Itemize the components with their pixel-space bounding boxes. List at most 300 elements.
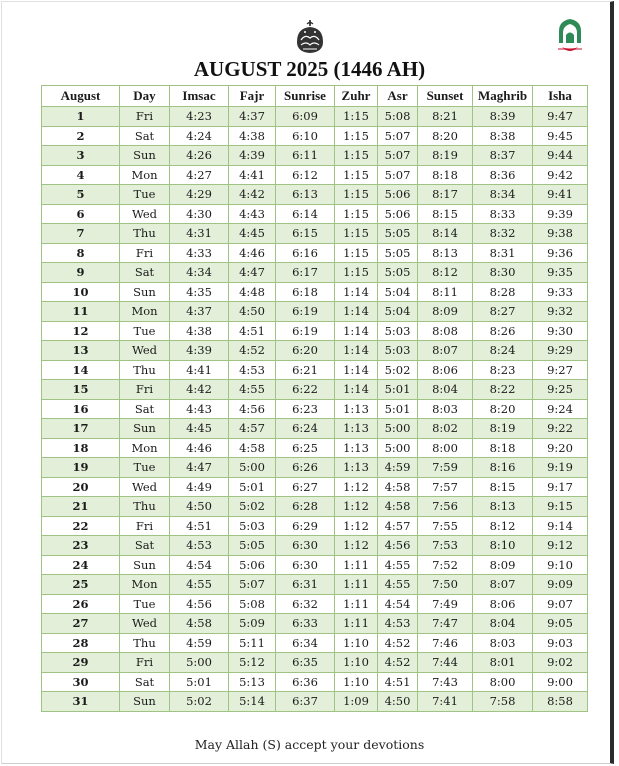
cell-zuhr: 1:11 <box>335 594 378 614</box>
table-row <box>42 692 588 712</box>
cell-zuhr: 1:09 <box>335 692 378 712</box>
cell-day: Sun <box>120 419 170 439</box>
cell-day: Mon <box>120 302 170 322</box>
cell-sunrise: 6:22 <box>276 380 335 400</box>
cell-maghrib: 8:34 <box>473 185 533 205</box>
cell-imsac: 4:50 <box>170 497 229 517</box>
cell-sunset: 7:46 <box>418 633 473 653</box>
cell-zuhr: 1:13 <box>335 399 378 419</box>
table-row <box>42 516 588 536</box>
cell-august: 4 <box>42 165 120 185</box>
cell-august: 10 <box>42 282 120 302</box>
cell-maghrib: 8:36 <box>473 165 533 185</box>
cell-zuhr: 1:14 <box>335 380 378 400</box>
header-row <box>42 86 588 107</box>
cell-fajr: 5:02 <box>229 497 276 517</box>
table-row <box>42 672 588 692</box>
cell-august: 28 <box>42 633 120 653</box>
cell-maghrib: 8:24 <box>473 341 533 361</box>
cell-fajr: 4:53 <box>229 360 276 380</box>
table-row <box>42 185 588 205</box>
cell-august: 2 <box>42 126 120 146</box>
cell-august: 16 <box>42 399 120 419</box>
cell-zuhr: 1:15 <box>335 185 378 205</box>
cell-august: 31 <box>42 692 120 712</box>
cell-maghrib: 8:33 <box>473 204 533 224</box>
cell-isha: 9:10 <box>533 555 588 575</box>
cell-fajr: 4:57 <box>229 419 276 439</box>
cell-maghrib: 8:03 <box>473 633 533 653</box>
column-header-imsac: Imsac <box>170 86 229 107</box>
cell-maghrib: 8:16 <box>473 458 533 478</box>
footer-text: May Allah (S) accept your devotions <box>194 737 425 752</box>
cell-sunrise: 6:32 <box>276 594 335 614</box>
cell-day: Wed <box>120 614 170 634</box>
cell-maghrib: 8:01 <box>473 653 533 673</box>
cell-imsac: 4:51 <box>170 516 229 536</box>
table-row <box>42 282 588 302</box>
cell-fajr: 5:08 <box>229 594 276 614</box>
calligraphy-emblem-icon <box>293 18 327 56</box>
cell-sunset: 8:14 <box>418 224 473 244</box>
cell-imsac: 4:53 <box>170 536 229 556</box>
cell-sunrise: 6:15 <box>276 224 335 244</box>
cell-sunset: 7:56 <box>418 497 473 517</box>
cell-asr: 5:02 <box>378 360 418 380</box>
cell-day: Thu <box>120 633 170 653</box>
cell-imsac: 5:02 <box>170 692 229 712</box>
cell-zuhr: 1:15 <box>335 146 378 166</box>
cell-zuhr: 1:13 <box>335 419 378 439</box>
cell-asr: 5:04 <box>378 302 418 322</box>
cell-august: 1 <box>42 107 120 127</box>
cell-zuhr: 1:11 <box>335 575 378 595</box>
cell-maghrib: 8:09 <box>473 555 533 575</box>
column-header-sunrise: Sunrise <box>276 86 335 107</box>
table-body <box>42 107 588 712</box>
cell-asr: 5:00 <box>378 438 418 458</box>
cell-sunrise: 6:20 <box>276 341 335 361</box>
table-row <box>42 614 588 634</box>
table-row <box>42 126 588 146</box>
cell-fajr: 5:06 <box>229 555 276 575</box>
cell-asr: 4:52 <box>378 633 418 653</box>
cell-imsac: 4:46 <box>170 438 229 458</box>
cell-sunrise: 6:30 <box>276 536 335 556</box>
cell-maghrib: 8:32 <box>473 224 533 244</box>
cell-fajr: 4:56 <box>229 399 276 419</box>
cell-maghrib: 8:10 <box>473 536 533 556</box>
cell-fajr: 5:07 <box>229 575 276 595</box>
cell-sunset: 8:15 <box>418 204 473 224</box>
cell-maghrib: 8:23 <box>473 360 533 380</box>
cell-maghrib: 8:15 <box>473 477 533 497</box>
cell-august: 30 <box>42 672 120 692</box>
cell-sunrise: 6:25 <box>276 438 335 458</box>
cell-maghrib: 8:27 <box>473 302 533 322</box>
cell-august: 8 <box>42 243 120 263</box>
page-title: AUGUST 2025 (1446 AH) <box>193 57 426 81</box>
cell-maghrib: 8:12 <box>473 516 533 536</box>
cell-isha: 9:32 <box>533 302 588 322</box>
cell-zuhr: 1:15 <box>335 263 378 283</box>
cell-zuhr: 1:14 <box>335 302 378 322</box>
cell-august: 25 <box>42 575 120 595</box>
cell-fajr: 4:50 <box>229 302 276 322</box>
cell-august: 21 <box>42 497 120 517</box>
cell-isha: 9:14 <box>533 516 588 536</box>
cell-imsac: 4:24 <box>170 126 229 146</box>
cell-imsac: 4:42 <box>170 380 229 400</box>
cell-sunset: 8:09 <box>418 302 473 322</box>
cell-asr: 4:51 <box>378 672 418 692</box>
cell-sunset: 7:55 <box>418 516 473 536</box>
cell-sunset: 8:21 <box>418 107 473 127</box>
cell-fajr: 5:09 <box>229 614 276 634</box>
cell-imsac: 4:55 <box>170 575 229 595</box>
cell-imsac: 4:54 <box>170 555 229 575</box>
cell-asr: 5:07 <box>378 165 418 185</box>
cell-sunset: 7:44 <box>418 653 473 673</box>
cell-day: Fri <box>120 653 170 673</box>
cell-day: Wed <box>120 477 170 497</box>
cell-august: 11 <box>42 302 120 322</box>
cell-isha: 9:20 <box>533 438 588 458</box>
cell-sunset: 8:08 <box>418 321 473 341</box>
cell-zuhr: 1:15 <box>335 224 378 244</box>
table-row <box>42 107 588 127</box>
cell-sunrise: 6:34 <box>276 633 335 653</box>
cell-sunset: 8:02 <box>418 419 473 439</box>
table-row <box>42 302 588 322</box>
table-row <box>42 263 588 283</box>
cell-maghrib: 8:18 <box>473 438 533 458</box>
cell-sunrise: 6:18 <box>276 282 335 302</box>
cell-imsac: 4:49 <box>170 477 229 497</box>
cell-isha: 9:42 <box>533 165 588 185</box>
table-row <box>42 380 588 400</box>
cell-sunrise: 6:37 <box>276 692 335 712</box>
cell-day: Sun <box>120 282 170 302</box>
cell-sunset: 8:17 <box>418 185 473 205</box>
cell-isha: 9:09 <box>533 575 588 595</box>
cell-sunrise: 6:36 <box>276 672 335 692</box>
cell-zuhr: 1:15 <box>335 243 378 263</box>
cell-isha: 9:33 <box>533 282 588 302</box>
cell-maghrib: 8:39 <box>473 107 533 127</box>
table-row <box>42 458 588 478</box>
cell-august: 6 <box>42 204 120 224</box>
cell-imsac: 4:56 <box>170 594 229 614</box>
cell-maghrib: 8:20 <box>473 399 533 419</box>
cell-sunset: 8:07 <box>418 341 473 361</box>
cell-sunset: 7:53 <box>418 536 473 556</box>
cell-sunset: 8:04 <box>418 380 473 400</box>
cell-sunrise: 6:14 <box>276 204 335 224</box>
table-row <box>42 321 588 341</box>
cell-maghrib: 8:22 <box>473 380 533 400</box>
cell-sunset: 8:00 <box>418 438 473 458</box>
cell-isha: 9:15 <box>533 497 588 517</box>
cell-sunrise: 6:17 <box>276 263 335 283</box>
cell-isha: 9:00 <box>533 672 588 692</box>
cell-zuhr: 1:14 <box>335 321 378 341</box>
cell-day: Tue <box>120 594 170 614</box>
cell-imsac: 4:23 <box>170 107 229 127</box>
column-header-fajr: Fajr <box>229 86 276 107</box>
cell-imsac: 4:59 <box>170 633 229 653</box>
cell-fajr: 4:42 <box>229 185 276 205</box>
cell-sunrise: 6:19 <box>276 302 335 322</box>
cell-sunrise: 6:31 <box>276 575 335 595</box>
cell-sunset: 8:19 <box>418 146 473 166</box>
cell-maghrib: 8:13 <box>473 497 533 517</box>
cell-maghrib: 8:06 <box>473 594 533 614</box>
column-header-asr: Asr <box>378 86 418 107</box>
table-row <box>42 575 588 595</box>
cell-zuhr: 1:15 <box>335 204 378 224</box>
table-row <box>42 224 588 244</box>
cell-isha: 9:07 <box>533 594 588 614</box>
cell-isha: 9:19 <box>533 458 588 478</box>
cell-isha: 9:25 <box>533 380 588 400</box>
cell-sunset: 7:43 <box>418 672 473 692</box>
cell-day: Thu <box>120 360 170 380</box>
cell-asr: 4:58 <box>378 477 418 497</box>
cell-isha: 8:58 <box>533 692 588 712</box>
table-row <box>42 146 588 166</box>
cell-august: 23 <box>42 536 120 556</box>
column-header-isha: Isha <box>533 86 588 107</box>
cell-zuhr: 1:13 <box>335 458 378 478</box>
cell-zuhr: 1:13 <box>335 438 378 458</box>
cell-fajr: 5:01 <box>229 477 276 497</box>
cell-day: Sun <box>120 692 170 712</box>
cell-isha: 9:17 <box>533 477 588 497</box>
table-row <box>42 633 588 653</box>
cell-sunset: 7:47 <box>418 614 473 634</box>
cell-fajr: 5:13 <box>229 672 276 692</box>
cell-sunset: 7:41 <box>418 692 473 712</box>
cell-zuhr: 1:11 <box>335 614 378 634</box>
table-row <box>42 165 588 185</box>
cell-sunset: 7:50 <box>418 575 473 595</box>
cell-asr: 4:52 <box>378 653 418 673</box>
table-row <box>42 419 588 439</box>
cell-sunset: 7:59 <box>418 458 473 478</box>
cell-imsac: 4:35 <box>170 282 229 302</box>
cell-fajr: 4:58 <box>229 438 276 458</box>
cell-sunset: 8:20 <box>418 126 473 146</box>
column-header-zuhr: Zuhr <box>335 86 378 107</box>
cell-fajr: 5:14 <box>229 692 276 712</box>
cell-imsac: 4:43 <box>170 399 229 419</box>
cell-isha: 9:29 <box>533 341 588 361</box>
cell-asr: 5:06 <box>378 204 418 224</box>
cell-zuhr: 1:12 <box>335 497 378 517</box>
cell-august: 18 <box>42 438 120 458</box>
column-header-day: Day <box>120 86 170 107</box>
cell-sunset: 7:52 <box>418 555 473 575</box>
cell-imsac: 4:45 <box>170 419 229 439</box>
cell-day: Sat <box>120 263 170 283</box>
cell-august: 3 <box>42 146 120 166</box>
cell-august: 5 <box>42 185 120 205</box>
cell-zuhr: 1:15 <box>335 165 378 185</box>
cell-day: Mon <box>120 575 170 595</box>
cell-august: 22 <box>42 516 120 536</box>
cell-august: 9 <box>42 263 120 283</box>
cell-isha: 9:41 <box>533 185 588 205</box>
cell-day: Fri <box>120 380 170 400</box>
cell-day: Sun <box>120 555 170 575</box>
cell-asr: 5:01 <box>378 380 418 400</box>
cell-sunset: 8:11 <box>418 282 473 302</box>
cell-isha: 9:02 <box>533 653 588 673</box>
cell-sunset: 8:12 <box>418 263 473 283</box>
cell-asr: 5:01 <box>378 399 418 419</box>
cell-august: 20 <box>42 477 120 497</box>
cell-fajr: 5:03 <box>229 516 276 536</box>
cell-asr: 4:57 <box>378 516 418 536</box>
cell-sunrise: 6:10 <box>276 126 335 146</box>
cell-imsac: 4:58 <box>170 614 229 634</box>
cell-maghrib: 8:31 <box>473 243 533 263</box>
cell-day: Wed <box>120 341 170 361</box>
cell-zuhr: 1:15 <box>335 107 378 127</box>
cell-asr: 5:03 <box>378 321 418 341</box>
cell-isha: 9:30 <box>533 321 588 341</box>
cell-asr: 5:00 <box>378 419 418 439</box>
cell-isha: 9:03 <box>533 633 588 653</box>
cell-august: 19 <box>42 458 120 478</box>
cell-zuhr: 1:11 <box>335 555 378 575</box>
cell-sunrise: 6:21 <box>276 360 335 380</box>
table-row <box>42 243 588 263</box>
cell-fajr: 5:05 <box>229 536 276 556</box>
cell-maghrib: 8:38 <box>473 126 533 146</box>
cell-zuhr: 1:12 <box>335 536 378 556</box>
cell-day: Tue <box>120 458 170 478</box>
cell-zuhr: 1:14 <box>335 282 378 302</box>
cell-day: Sun <box>120 146 170 166</box>
cell-sunrise: 6:26 <box>276 458 335 478</box>
cell-sunset: 8:18 <box>418 165 473 185</box>
table-row <box>42 536 588 556</box>
cell-imsac: 4:47 <box>170 458 229 478</box>
cell-fajr: 4:55 <box>229 380 276 400</box>
cell-isha: 9:24 <box>533 399 588 419</box>
cell-fajr: 4:46 <box>229 243 276 263</box>
cell-day: Thu <box>120 497 170 517</box>
cell-august: 24 <box>42 555 120 575</box>
cell-maghrib: 8:00 <box>473 672 533 692</box>
table-row <box>42 204 588 224</box>
cell-sunrise: 6:09 <box>276 107 335 127</box>
cell-imsac: 5:00 <box>170 653 229 673</box>
cell-sunrise: 6:30 <box>276 555 335 575</box>
table-row <box>42 555 588 575</box>
cell-sunrise: 6:24 <box>276 419 335 439</box>
cell-day: Tue <box>120 321 170 341</box>
cell-august: 27 <box>42 614 120 634</box>
cell-sunrise: 6:13 <box>276 185 335 205</box>
cell-isha: 9:44 <box>533 146 588 166</box>
cell-day: Mon <box>120 165 170 185</box>
cell-fajr: 4:43 <box>229 204 276 224</box>
cell-asr: 4:54 <box>378 594 418 614</box>
cell-asr: 5:05 <box>378 263 418 283</box>
table-row <box>42 438 588 458</box>
cell-august: 17 <box>42 419 120 439</box>
cell-asr: 4:53 <box>378 614 418 634</box>
cell-imsac: 5:01 <box>170 672 229 692</box>
cell-august: 13 <box>42 341 120 361</box>
cell-sunset: 7:57 <box>418 477 473 497</box>
cell-day: Sat <box>120 399 170 419</box>
cell-sunrise: 6:11 <box>276 146 335 166</box>
cell-imsac: 4:39 <box>170 341 229 361</box>
cell-day: Sat <box>120 536 170 556</box>
cell-isha: 9:45 <box>533 126 588 146</box>
cell-sunset: 8:06 <box>418 360 473 380</box>
cell-fajr: 4:51 <box>229 321 276 341</box>
cell-sunrise: 6:19 <box>276 321 335 341</box>
cell-asr: 5:08 <box>378 107 418 127</box>
cell-maghrib: 8:26 <box>473 321 533 341</box>
cell-imsac: 4:30 <box>170 204 229 224</box>
cell-day: Fri <box>120 516 170 536</box>
column-header-sunset: Sunset <box>418 86 473 107</box>
column-header-august: August <box>42 86 120 107</box>
cell-sunset: 7:49 <box>418 594 473 614</box>
cell-asr: 4:50 <box>378 692 418 712</box>
table-row <box>42 497 588 517</box>
cell-sunrise: 6:27 <box>276 477 335 497</box>
cell-sunrise: 6:33 <box>276 614 335 634</box>
cell-zuhr: 1:12 <box>335 477 378 497</box>
cell-maghrib: 8:30 <box>473 263 533 283</box>
cell-august: 29 <box>42 653 120 673</box>
cell-isha: 9:36 <box>533 243 588 263</box>
cell-imsac: 4:37 <box>170 302 229 322</box>
cell-asr: 4:58 <box>378 497 418 517</box>
cell-isha: 9:22 <box>533 419 588 439</box>
cell-imsac: 4:26 <box>170 146 229 166</box>
cell-imsac: 4:41 <box>170 360 229 380</box>
cell-asr: 5:04 <box>378 282 418 302</box>
cell-zuhr: 1:14 <box>335 360 378 380</box>
table-row <box>42 341 588 361</box>
cell-sunrise: 6:23 <box>276 399 335 419</box>
cell-asr: 5:07 <box>378 126 418 146</box>
cell-day: Thu <box>120 224 170 244</box>
cell-fajr: 4:37 <box>229 107 276 127</box>
cell-sunrise: 6:29 <box>276 516 335 536</box>
cell-imsac: 4:31 <box>170 224 229 244</box>
cell-isha: 9:27 <box>533 360 588 380</box>
cell-day: Fri <box>120 243 170 263</box>
cell-fajr: 4:41 <box>229 165 276 185</box>
cell-isha: 9:38 <box>533 224 588 244</box>
cell-zuhr: 1:15 <box>335 126 378 146</box>
cell-asr: 5:07 <box>378 146 418 166</box>
cell-sunrise: 6:35 <box>276 653 335 673</box>
cell-day: Mon <box>120 438 170 458</box>
cell-asr: 4:55 <box>378 555 418 575</box>
prayer-times-table <box>41 85 588 712</box>
cell-asr: 4:56 <box>378 536 418 556</box>
